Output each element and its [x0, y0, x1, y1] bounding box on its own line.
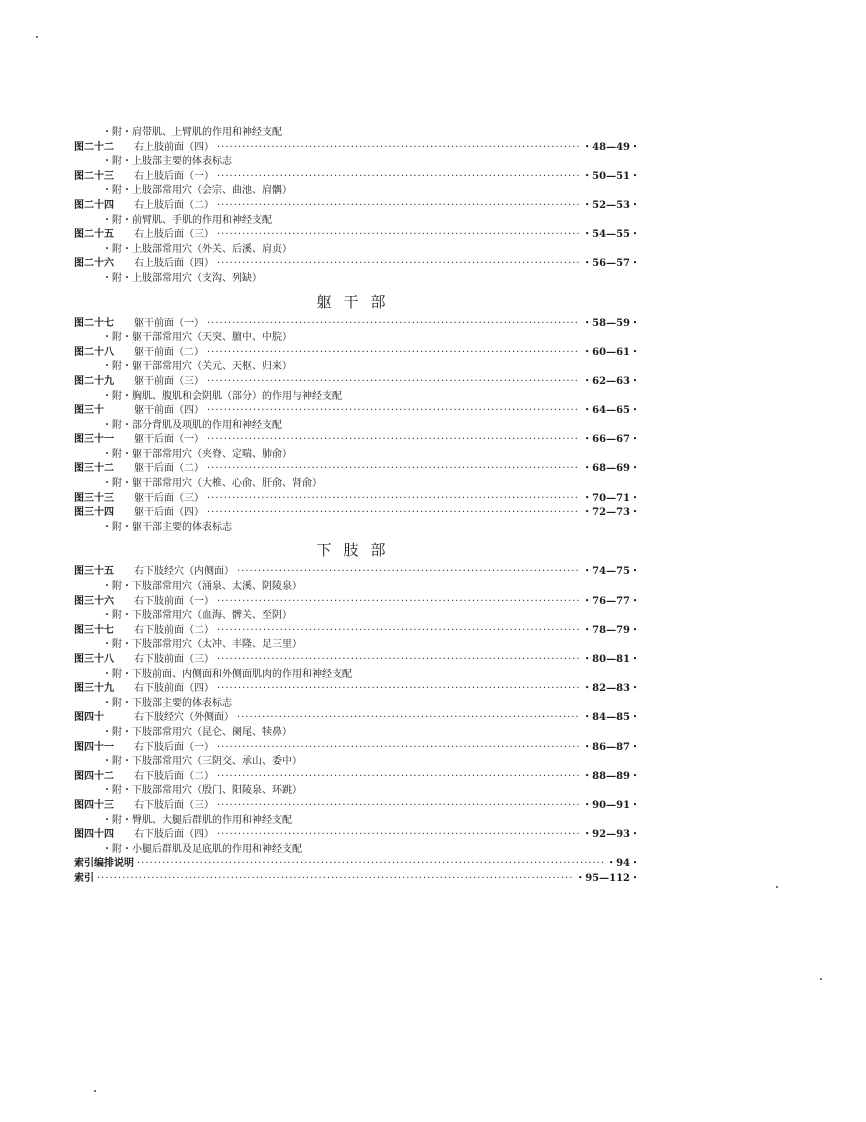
- page-range: ・76—77・: [582, 595, 640, 607]
- figure-label: 图四十二: [74, 770, 114, 782]
- dot-leader: [97, 872, 572, 887]
- page-range: ・94・: [606, 858, 640, 870]
- toc-entry[interactable]: [74, 828, 640, 843]
- dot-leader: [217, 595, 579, 610]
- toc-appendix-note: ・附・小腿后群肌及足底肌的作用和神经支配: [102, 843, 302, 855]
- dot-leader: [207, 506, 579, 521]
- toc-entry[interactable]: [74, 317, 640, 332]
- figure-title: 右上肢后面（四）: [134, 258, 214, 270]
- toc-appendix-note: ・附・躯干部常用穴（夹脊、定喘、肺俞）: [102, 448, 292, 460]
- dot-leader: [217, 828, 579, 843]
- toc-appendix-note: ・附・躯干部常用穴（天突、膻中、中脘）: [102, 332, 292, 344]
- page-range: ・95—112・: [575, 872, 640, 884]
- toc-entry[interactable]: [74, 404, 640, 419]
- toc-appendix-note: ・附・上肢部常用穴（会宗、曲池、肩髃）: [102, 185, 292, 197]
- toc-entry[interactable]: [74, 462, 640, 477]
- toc-appendix-note: ・附・下肢部常用穴（殷门、阳陵泉、环跳）: [102, 785, 302, 797]
- figure-title: 右上肢前面（四）: [134, 141, 214, 153]
- dot-leader: [217, 170, 579, 185]
- figure-label: 图三十八: [74, 654, 114, 665]
- page-range: ・56—57・: [582, 258, 640, 270]
- page-range: ・58—59・: [582, 317, 640, 329]
- toc-entry[interactable]: [74, 375, 640, 390]
- toc-appendix-note: ・附・上肢部主要的体表标志: [102, 156, 232, 168]
- toc-appendix-note: ・附・下肢部常用穴（太冲、丰隆、足三里）: [102, 639, 302, 651]
- figure-title: 右下肢后面（二）: [134, 770, 214, 782]
- toc-entry[interactable]: [74, 799, 640, 814]
- table-of-contents: [74, 126, 640, 887]
- dot-leader: [217, 770, 579, 785]
- figure-title: 躯干前面（二）: [134, 346, 204, 358]
- page-range: ・74—75・: [582, 566, 640, 578]
- page-range: ・66—67・: [582, 434, 640, 446]
- page-range: ・72—73・: [582, 507, 640, 519]
- toc-appendix-note: ・附・部分背肌及项肌的作用和神经支配: [102, 419, 282, 431]
- toc-appendix-note: ・附・躯干部主要的体表标志: [102, 521, 232, 533]
- dot-leader: [207, 492, 579, 507]
- page-range: ・86—87・: [582, 741, 640, 753]
- figure-label: 索引: [74, 872, 94, 884]
- toc-entry[interactable]: [74, 624, 640, 639]
- toc-appendix-note: ・附・肩带肌、上臂肌的作用和神经支配: [102, 127, 282, 138]
- dot-leader: [207, 404, 579, 419]
- toc-entry[interactable]: [74, 170, 640, 185]
- figure-label: 图四十四: [74, 829, 114, 841]
- figure-title: 右上肢后面（二）: [134, 199, 214, 211]
- figure-label: 图二十八: [74, 346, 114, 358]
- page-range: ・54—55・: [582, 229, 640, 241]
- figure-label: 图三十三: [74, 492, 114, 504]
- toc-entry[interactable]: [74, 257, 640, 272]
- figure-label: 索引编排说明: [74, 858, 134, 870]
- scan-speck: [820, 978, 822, 980]
- page-range: ・90—91・: [582, 799, 640, 811]
- figure-title: 右下肢前面（二）: [134, 624, 214, 636]
- figure-label: 图三十六: [74, 595, 114, 607]
- toc-entry[interactable]: [74, 770, 640, 785]
- section-heading: 下肢部: [316, 541, 398, 560]
- toc-entry[interactable]: [74, 141, 640, 156]
- dot-leader: [217, 257, 579, 272]
- toc-appendix-note: ・附・躯干部常用穴（关元、天枢、归来）: [102, 361, 292, 373]
- toc-appendix-note: ・附・上肢部常用穴（外关、后溪、肩贞）: [102, 243, 292, 255]
- page-range: ・92—93・: [582, 829, 640, 841]
- toc-appendix-note: ・附・上肢部常用穴（支沟、列缺）: [102, 272, 262, 284]
- figure-title: 躯干后面（三）: [134, 492, 204, 504]
- dot-leader: [217, 141, 579, 156]
- page-range: ・62—63・: [582, 375, 640, 387]
- dot-leader: [217, 653, 579, 668]
- toc-entry[interactable]: [74, 228, 640, 243]
- page-range: ・88—89・: [582, 770, 640, 782]
- figure-label: 图三十二: [74, 463, 114, 475]
- figure-title: 右上肢后面（三）: [134, 229, 214, 241]
- toc-appendix-note: ・附・胸肌、腹肌和会阴肌（部分）的作用与神经支配: [102, 390, 342, 402]
- figure-label: 图二十五: [74, 229, 114, 241]
- dot-leader: [217, 199, 579, 214]
- toc-entry[interactable]: [74, 433, 640, 448]
- toc-entry[interactable]: [74, 857, 640, 872]
- figure-label: 图三十七: [74, 624, 114, 636]
- scan-speck: [94, 1090, 96, 1092]
- toc-entry[interactable]: [74, 711, 640, 726]
- scan-speck: [776, 886, 778, 888]
- toc-entry[interactable]: [74, 682, 640, 697]
- dot-leader: [217, 624, 579, 639]
- page-range: ・68—69・: [582, 463, 640, 475]
- toc-entry[interactable]: [74, 741, 640, 756]
- toc-appendix-note: ・附・臀肌、大腿后群肌的作用和神经支配: [102, 814, 292, 826]
- figure-label: 图二十七: [74, 317, 114, 329]
- toc-entry[interactable]: [74, 199, 640, 214]
- figure-title: 右下肢前面（一）: [134, 595, 214, 607]
- figure-title: 躯干前面（三）: [134, 375, 204, 387]
- figure-title: 右下肢后面（一）: [134, 741, 214, 753]
- toc-entry[interactable]: [74, 653, 640, 668]
- scan-speck: [36, 36, 38, 38]
- figure-label: 图四十一: [74, 741, 114, 753]
- figure-title: 右下肢后面（四）: [134, 829, 214, 841]
- toc-entry[interactable]: [74, 595, 640, 610]
- toc-entry[interactable]: [74, 506, 640, 521]
- page-range: ・70—71・: [582, 492, 640, 504]
- dot-leader: [207, 433, 579, 448]
- toc-appendix-note: ・附・躯干部常用穴（大椎、心俞、肝俞、肾俞）: [102, 478, 322, 490]
- page-range: ・50—51・: [582, 170, 640, 182]
- figure-title: 右上肢后面（一）: [134, 170, 214, 182]
- figure-label: 图二十四: [74, 199, 114, 211]
- toc-entry[interactable]: [74, 872, 640, 887]
- dot-leader: [237, 565, 579, 580]
- figure-label: 图三十九: [74, 683, 114, 695]
- dot-leader: [207, 375, 579, 390]
- figure-title: 躯干前面（一）: [134, 317, 204, 329]
- figure-label: 图三十: [74, 405, 104, 417]
- toc-entry[interactable]: [74, 346, 640, 361]
- section-heading: 躯干部: [316, 292, 398, 311]
- figure-label: 图四十: [74, 712, 104, 724]
- figure-label: 图二十六: [74, 258, 114, 270]
- figure-label: 图二十九: [74, 375, 114, 387]
- toc-appendix-note: ・附・下肢部常用穴（三阴交、承山、委中）: [102, 756, 302, 768]
- toc-appendix-note: ・附・下肢部常用穴（涌泉、太溪、阴陵泉）: [102, 581, 302, 593]
- page-range: ・52—53・: [582, 199, 640, 211]
- page-range: ・48—49・: [582, 141, 640, 153]
- figure-label: 图三十五: [74, 566, 114, 578]
- toc-appendix-note: ・附・下肢部常用穴（血海、髀关、至阴）: [102, 610, 292, 622]
- page-range: ・60—61・: [582, 346, 640, 358]
- figure-label: 图二十三: [74, 170, 114, 182]
- toc-appendix-note: ・附・前臂肌、手肌的作用和神经支配: [102, 214, 272, 226]
- figure-title: 右下肢经穴（内侧面）: [134, 566, 234, 578]
- figure-label: 图四十三: [74, 799, 114, 811]
- figure-title: 躯干后面（一）: [134, 434, 204, 446]
- dot-leader: [137, 857, 603, 872]
- dot-leader: [217, 741, 579, 756]
- figure-label: 图三十四: [74, 507, 114, 519]
- toc-appendix-note: ・附・下肢前面、内侧面和外侧面肌肉的作用和神经支配: [102, 668, 352, 680]
- figure-label: 图三十一: [74, 434, 114, 446]
- dot-leader: [207, 346, 579, 361]
- page-range: ・82—83・: [582, 683, 640, 695]
- toc-appendix-note: ・附・下肢部主要的体表标志: [102, 697, 232, 709]
- toc-entry[interactable]: [74, 492, 640, 507]
- figure-title: 右下肢后面（三）: [134, 799, 214, 811]
- page-range: ・78—79・: [582, 624, 640, 636]
- page-range: ・64—65・: [582, 405, 640, 417]
- dot-leader: [207, 317, 579, 332]
- toc-entry[interactable]: [74, 565, 640, 580]
- dot-leader: [207, 462, 579, 477]
- figure-label: 图二十二: [74, 141, 114, 153]
- figure-title: 右下肢前面（三）: [134, 654, 214, 665]
- figure-title: 躯干后面（二）: [134, 463, 204, 475]
- dot-leader: [217, 682, 579, 697]
- figure-title: 右下肢前面（四）: [134, 683, 214, 695]
- toc-appendix-note: ・附・下肢部常用穴（昆仑、阑尾、犊鼻）: [102, 726, 292, 738]
- figure-title: 躯干后面（四）: [134, 507, 204, 519]
- figure-title: 躯干前面（四）: [134, 405, 204, 417]
- page-range: ・84—85・: [582, 712, 640, 724]
- page-range: ・80—81・: [582, 654, 640, 665]
- dot-leader: [217, 799, 579, 814]
- dot-leader: [237, 711, 579, 726]
- dot-leader: [217, 228, 579, 243]
- figure-title: 右下肢经穴（外侧面）: [134, 712, 234, 724]
